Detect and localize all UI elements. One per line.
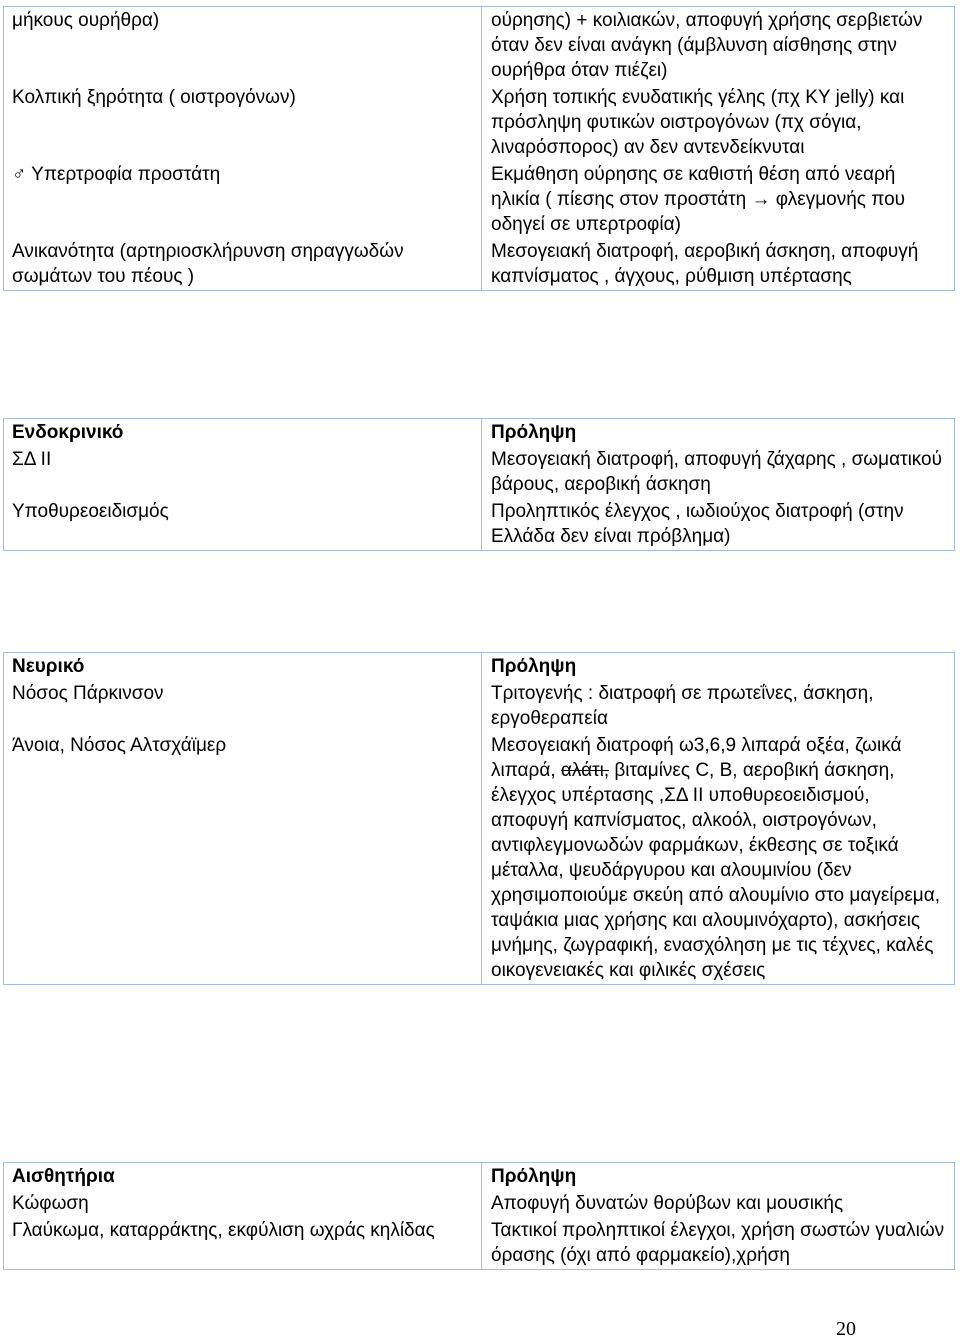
table-row xyxy=(4,161,955,238)
prevention-cell: Τακτικοί προληπτικοί έλεγχοι, χρήση σωστών γυαλιών όρασης (όχι από φαρμακείο),χρήση xyxy=(482,1217,955,1270)
sensory-table xyxy=(3,1162,955,1270)
section-heading: Ενδοκρινικό xyxy=(4,419,482,447)
prevention-heading: Πρόληψη xyxy=(482,653,955,681)
prevention-text: βιταμίνες C, B, αεροβική άσκηση, έλεγχος υπέρτασης ,ΣΔ ΙΙ υποθυρεοειδισμού, αποφυγή καπνίσματος, αλκοόλ, οιστρογόνων, αντιφλεγμονωδών φαρμάκων, έκθεσης σε τοξικά μέταλλα, ψευδάργυρου και αλουμινίου (δεν χρησιμοποιούμε σκεύη από αλουμίνιο στο μαγείρεμα, ταψάκια μιας χρήσης και αλουμινόχαρτο), ασκήσεις μνήμης, ζωγραφική, ενασχόληση με τις τέχνες, καλές οικογενειακές και φιλικές σχέσεις xyxy=(491,760,941,981)
prevention-cell xyxy=(482,732,955,985)
prevention-text: ζωικά λιπαρά, xyxy=(491,735,902,781)
prevention-cell: Μεσογειακή διατροφή, αεροβική άσκηση, αποφυγή καπνίσματος , άγχους, ρύθμιση υπέρτασης xyxy=(482,238,955,291)
table-header-row xyxy=(4,1163,955,1191)
condition-cell: μήκους ουρήθρα) xyxy=(4,7,482,85)
condition-cell: Γλαύκωμα, καταρράκτης, εκφύλιση ωχράς κηλίδας xyxy=(4,1217,482,1270)
condition-cell: Υποθυρεοειδισμός xyxy=(4,498,482,551)
table-row xyxy=(4,1190,955,1217)
table-row xyxy=(4,732,955,985)
condition-cell: ♂ Υπερτροφία προστάτη xyxy=(4,161,482,238)
endocrine-table xyxy=(3,418,955,551)
prevention-text: ω3,6,9 λιπαρά οξέα, xyxy=(678,735,856,756)
table-row xyxy=(4,238,955,291)
table-row xyxy=(4,1217,955,1270)
condition-cell: Κώφωση xyxy=(4,1190,482,1217)
prevention-cell: ούρησης) + κοιλιακών, αποφυγή χρήσης σερβιετών όταν δεν είναι ανάγκη (άμβλυνση αίσθησης στην ουρήθρα όταν πιέζει) xyxy=(482,7,955,85)
condition-cell: ΣΔ ΙΙ xyxy=(4,446,482,498)
section-heading: Νευρικό xyxy=(4,653,482,681)
table-row xyxy=(4,84,955,161)
prevention-cell: Χρήση τοπικής ενυδατικής γέλης (πχ KY jelly) και πρόσληψη φυτικών οιστρογόνων (πχ σόγια, λιναρόσπορος) αν δεν αντενδείκνυται xyxy=(482,84,955,161)
struck-text: αλάτι, xyxy=(560,760,610,781)
prevention-cell: Μεσογειακή διατροφή, αποφυγή ζάχαρης , σωματικού βάρους, αεροβική άσκηση xyxy=(482,446,955,498)
table-header-row xyxy=(4,653,955,681)
prevention-heading: Πρόληψη xyxy=(482,419,955,447)
urogenital-table xyxy=(3,6,955,291)
prevention-cell: Τριτογενής : διατροφή σε πρωτεΐνες, άσκηση, εργοθεραπεία xyxy=(482,680,955,732)
prevention-cell: Εκμάθηση ούρησης σε καθιστή θέση από νεαρή ηλικία ( πίεσης στον προστάτη → φλεγμονής που οδηγεί σε υπερτροφία) xyxy=(482,161,955,238)
condition-cell: Νόσος Πάρκινσον xyxy=(4,680,482,732)
prevention-heading: Πρόληψη xyxy=(482,1163,955,1191)
condition-cell: Ανικανότητα (αρτηριοσκλήρυνση σηραγγωδών σωμάτων του πέους ) xyxy=(4,238,482,291)
prevention-cell: Προληπτικός έλεγχος , ιωδιούχος διατροφή (στην Ελλάδα δεν είναι πρόβλημα) xyxy=(482,498,955,551)
prevention-cell: Αποφυγή δυνατών θορύβων και μουσικής xyxy=(482,1190,955,1217)
table-row xyxy=(4,680,955,732)
prevention-text: Μεσογειακή διατροφή xyxy=(491,735,679,756)
section-heading: Αισθητήρια xyxy=(4,1163,482,1191)
table-row xyxy=(4,7,955,85)
table-row xyxy=(4,446,955,498)
condition-cell: Άνοια, Νόσος Αλτσχάϊμερ xyxy=(4,732,482,985)
page-number: 20 xyxy=(836,1318,856,1340)
neurological-table xyxy=(3,652,955,985)
table-row xyxy=(4,498,955,551)
table-header-row xyxy=(4,419,955,447)
condition-cell: Κολπική ξηρότητα ( οιστρογόνων) xyxy=(4,84,482,161)
